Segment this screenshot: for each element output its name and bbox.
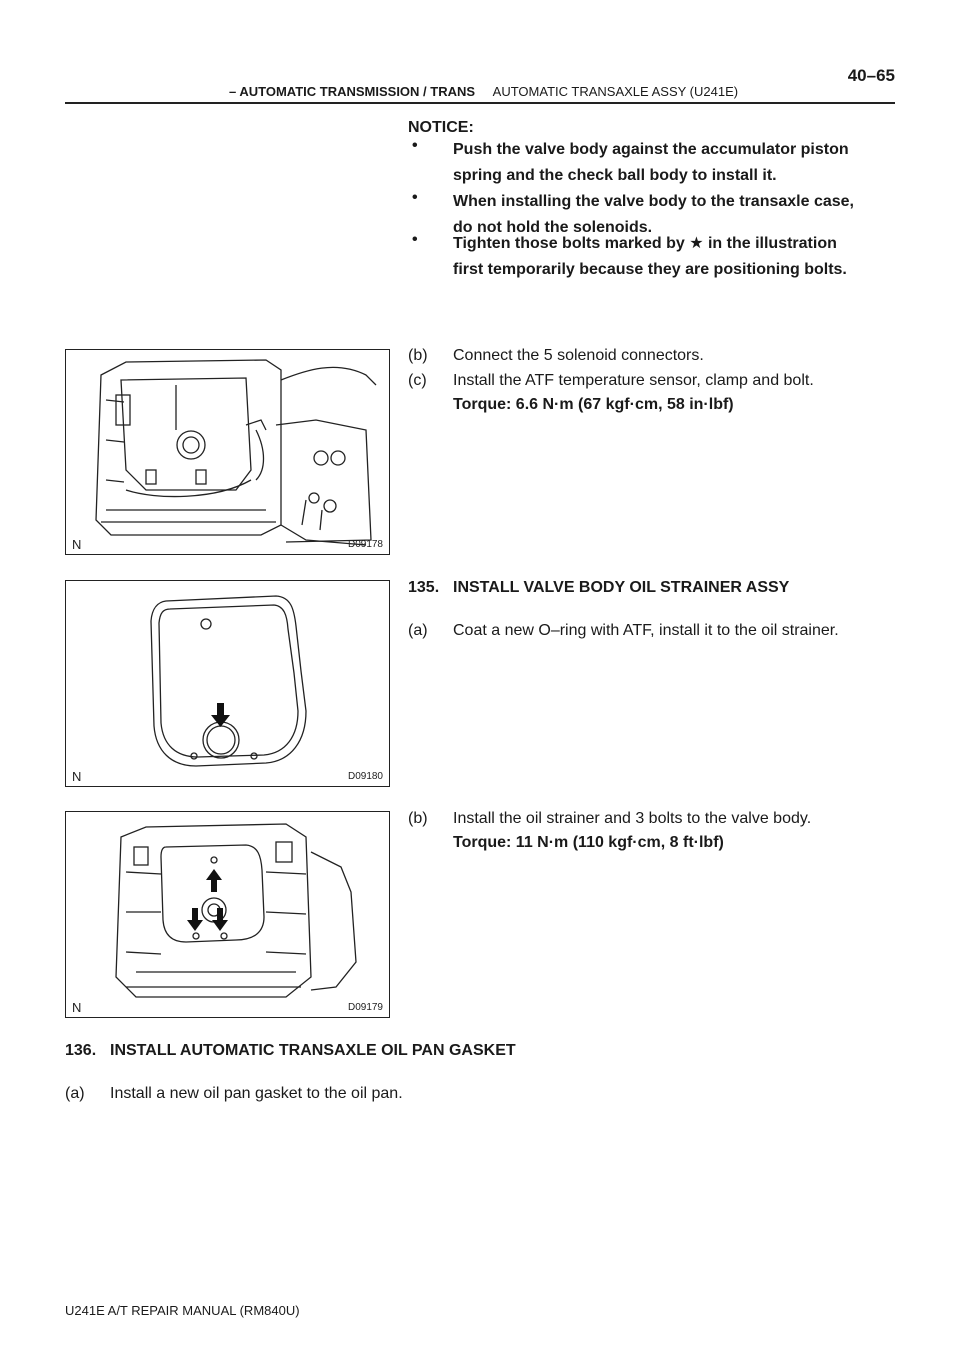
page-number: 40–65	[847, 66, 895, 85]
notice-bullet-3-line2: first temporarily because they are positioning bolts.	[453, 261, 847, 278]
torque-spec: Torque: 11 N·m (110 kgf·cm, 8 ft·lbf)	[453, 834, 724, 851]
header-subsection: AUTOMATIC TRANSAXLE ASSY (U241E)	[492, 84, 739, 99]
bullet-dot-icon: •	[412, 231, 418, 248]
step-text: Connect the 5 solenoid connectors.	[453, 347, 704, 364]
header-section: – AUTOMATIC TRANSMISSION / TRANS	[229, 84, 476, 99]
figure-mark: N	[72, 537, 82, 552]
figure-oil-strainer	[65, 580, 390, 787]
step-label: (a)	[408, 622, 428, 639]
header-title	[229, 84, 738, 99]
oil-strainer-illustration	[66, 581, 390, 787]
figure-mark: N	[72, 769, 82, 784]
figure-mark: N	[72, 1000, 82, 1015]
page-header	[65, 66, 895, 102]
step-heading: INSTALL AUTOMATIC TRANSAXLE OIL PAN GASKET	[110, 1042, 516, 1059]
valve-body-connectors-illustration	[66, 350, 390, 555]
bullet-dot-icon: •	[412, 137, 418, 154]
notice-bullet-3-line1: Tighten those bolts marked by ★ in the illustration	[453, 235, 837, 252]
step-text: Coat a new O–ring with ATF, install it to the oil strainer.	[453, 622, 839, 639]
notice-bullet-1-line1: Push the valve body against the accumulator piston	[453, 141, 849, 158]
notice-bullet-1-line2: spring and the check ball body to install it.	[453, 167, 777, 184]
notice-bullet-1	[453, 137, 896, 189]
notice-bullet-3	[453, 231, 896, 283]
up-arrow-icon	[206, 869, 222, 892]
step-heading: INSTALL VALVE BODY OIL STRAINER ASSY	[453, 579, 790, 596]
step-label: (b)	[408, 347, 428, 364]
step-text: Install a new oil pan gasket to the oil pan.	[110, 1085, 403, 1102]
figure-code: D09180	[347, 771, 383, 782]
figure-solenoid-connectors	[65, 349, 390, 555]
step-text: Install the ATF temperature sensor, clamp and bolt.	[453, 372, 814, 389]
torque-spec: Torque: 6.6 N·m (67 kgf·cm, 58 in·lbf)	[453, 396, 734, 413]
notice-bullet-2-line1: When installing the valve body to the transaxle case,	[453, 193, 854, 210]
step-label: (a)	[65, 1085, 85, 1102]
step-label: (b)	[408, 810, 428, 827]
notice-title: NOTICE:	[408, 119, 474, 136]
notice-bullet-2-line2: do not hold the solenoids.	[453, 219, 653, 236]
step-label: (c)	[408, 372, 427, 389]
step-number: 136.	[65, 1042, 97, 1059]
footer-manual-id: U241E A/T REPAIR MANUAL (RM840U)	[65, 1303, 300, 1318]
step-text: Install the oil strainer and 3 bolts to the valve body.	[453, 810, 812, 827]
strainer-bolts-illustration	[66, 812, 390, 1018]
figure-code: D09179	[347, 1002, 383, 1013]
bullet-dot-icon: •	[412, 189, 418, 206]
figure-code: D09178	[347, 539, 383, 550]
header-divider	[65, 102, 895, 104]
step-number: 135.	[408, 579, 440, 596]
figure-strainer-bolts	[65, 811, 390, 1018]
